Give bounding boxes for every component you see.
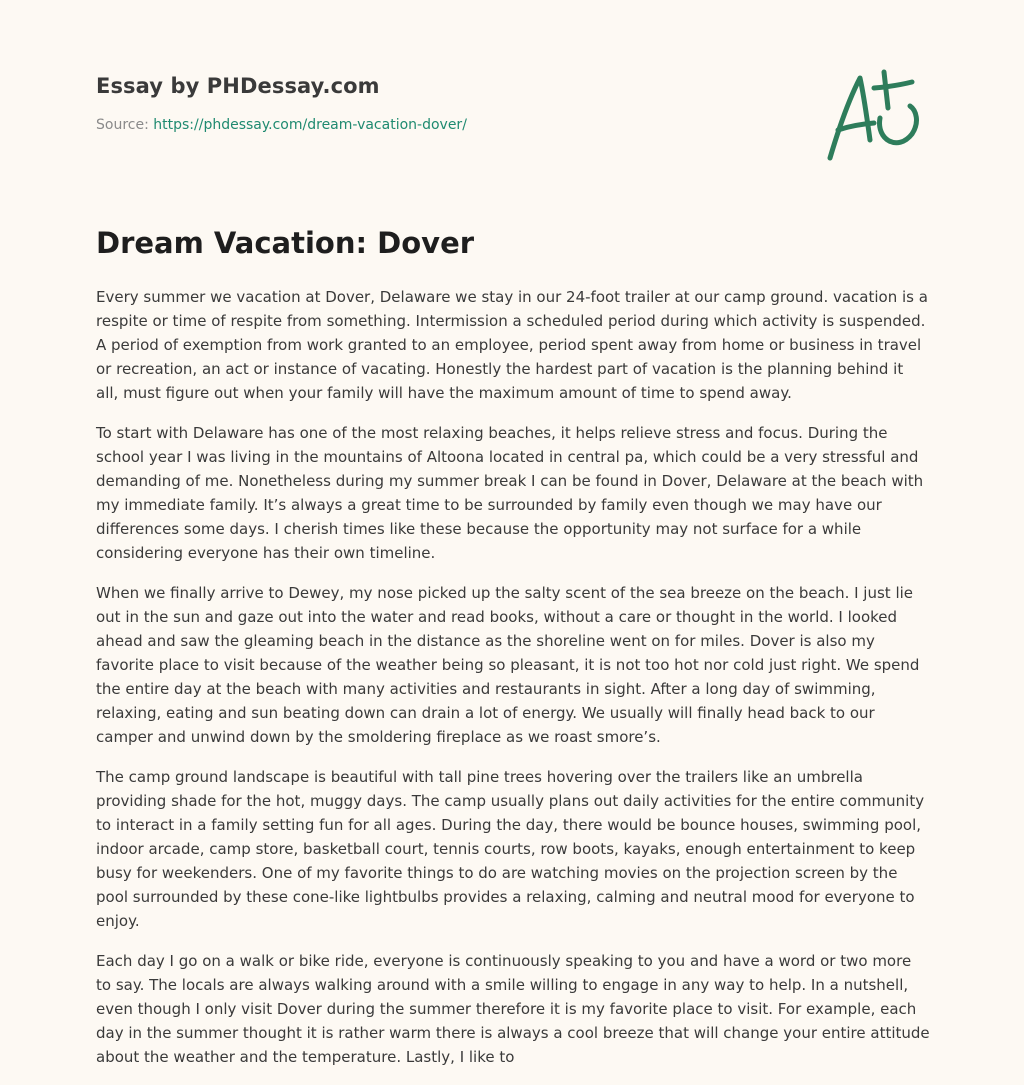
paragraph: Each day I go on a walk or bike ride, everyone is continuously speaking to you and have a word or two more to say. The locals are always walking around with a smile willing to engage in any way to help. In a nutshell, even though I only visit Dover during the summer therefore it is my favorite place to visit. For example, each day in the summer thought it is rather warm there is always a cool breeze that will change your entire attitude about the weather and the temperature. Lastly, I like to — [96, 952, 930, 1066]
source-line — [96, 117, 796, 133]
essay-title: Dream Vacation: Dover — [96, 226, 475, 260]
paragraph: When we finally arrive to Dewey, my nose picked up the salty scent of the sea breeze on the beach. I just lie out in the sun and gaze out into the water and read books, without a care or thought in the world. I looked ahead and saw the gleaming beach in the distance as the shoreline went on for miles. Dover is also my favorite place to visit because of the weather being so pleasant, it is not too hot nor cold just right. We spend the entire day at the beach with many activities and restaurants in sight. After a long day of swimming, relaxing, eating and sun beating down can drain a lot of energy. We usually will finally head back to our camper and unwind down by the smoldering fireplace as we roast smore’s. — [96, 584, 920, 746]
source-label: Source: — [96, 117, 149, 133]
a-plus-logo — [820, 66, 930, 166]
header — [96, 74, 796, 133]
paragraph: To start with Delaware has one of the most relaxing beaches, it helps relieve stress and focus. During the school year I was living in the mountains of Altoona located in central pa, which could be a very stressful and demanding of me. Nonetheless during my summer break I can be found in Dover, Delaware at the beach with my immediate family. It’s always a great time to be surrounded by family even though we may have our differences some days. I cherish times like these because the opportunity may not surface for a while considering everyone has their own timeline. — [96, 424, 924, 562]
paragraph: Every summer we vacation at Dover, Delaware we stay in our 24-foot trailer at our camp ground. vacation is a respite or time of respite from something. Intermission a scheduled period during which activity is suspended. A period of exemption from work granted to an employee, period spent away from home or business in travel or recreation, an act or instance of vacating. Honestly the hardest part of vacation is the planning behind it all, must figure out when your family will have the maximum amount of time to spend away. — [96, 288, 928, 402]
essay-body — [96, 285, 930, 1085]
source-link[interactable]: https://phdessay.com/dream-vacation-dover/ — [153, 117, 467, 133]
site-title: Essay by PHDessay.com — [96, 74, 380, 98]
a-plus-logo-icon — [820, 66, 930, 166]
paragraph: The camp ground landscape is beautiful with tall pine trees hovering over the trailers like an umbrella providing shade for the hot, muggy days. The camp usually plans out daily activities for the entire community to interact in a family setting fun for all ages. During the day, there would be bounce houses, swimming pool, indoor arcade, camp store, basketball court, tennis courts, row boots, kayaks, enough entertainment to keep busy for weekenders. One of my favorite things to do are watching movies on the projection screen by the pool surrounded by these cone-like lightbulbs provides a relaxing, calming and neutral mood for everyone to enjoy. — [96, 768, 925, 930]
